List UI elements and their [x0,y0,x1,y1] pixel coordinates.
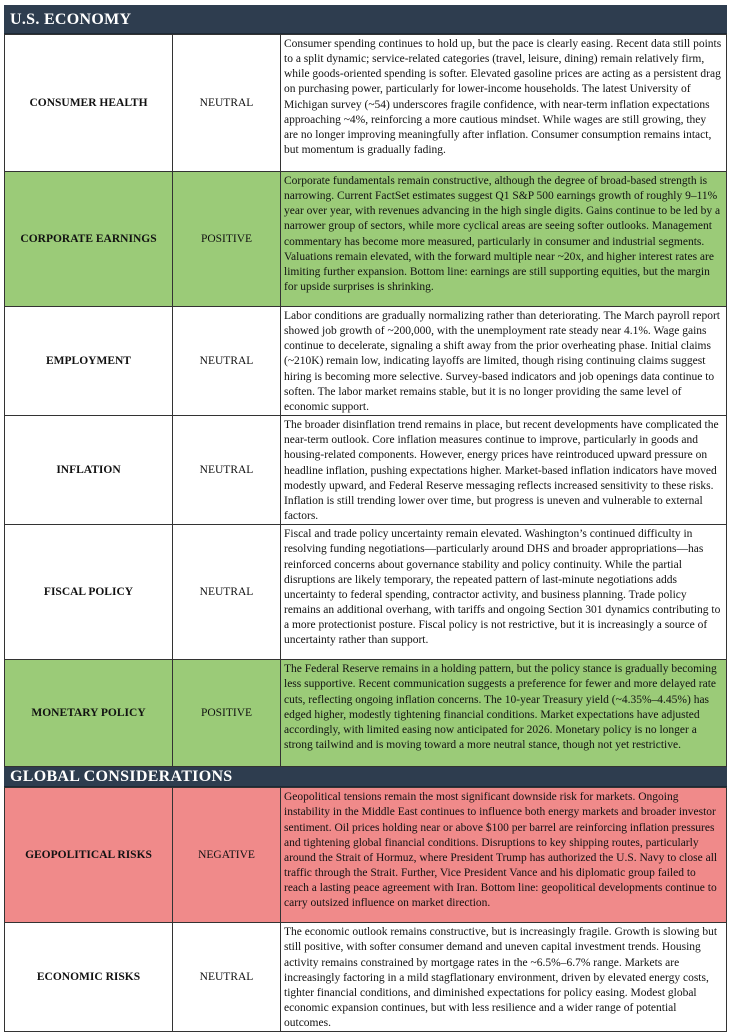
row-commentary: Consumer spending continues to hold up, but the pace is clearly easing. Recent data still points to a split dynamic; service-related categories (travel, leisure, dining) remain relatively firm, while goods-oriented spending is softer. Elevated gasoline prices are acting as a persistent drag on purchasing power, particularly for lower-income households. The latest University of Michigan survey (~54) underscores fragile confidence, with near-term inflation expectations approaching ~4%, reinforcing a more cautious mindset. While wages are still growing, they are no longer improving meaningfully after inflation. Consumer consumption remains intact, but momentum is gradually fading. [281,35,727,172]
row-category: FISCAL POLICY [5,525,173,660]
row-commentary: The Federal Reserve remains in a holding pattern, but the policy stance is gradually becoming less supportive. Recent communication suggests a preference for fewer and more delayed rate cuts, reflecting ongoing inflation concerns. The 10-year Treasury yield (~4.35%–4.45%) has edged higher, modestly tightening financial conditions. Market expectations have adjusted accordingly, with limited easing now anticipated for 2026. Monetary policy is no longer a strong tailwind and is moving toward a more neutral stance, though not yet restrictive. [281,660,727,767]
us-economy-table [4,34,727,767]
row-category: ECONOMIC RISKS [5,923,173,1032]
table-row [5,35,727,172]
table-row [5,660,727,767]
row-rating: NEUTRAL [173,923,281,1032]
row-commentary: Labor conditions are gradually normalizing rather than deteriorating. The March payroll report showed job growth of ~200,000, with the unemployment rate steady near 4.1%. Wage gains continue to decelerate, signaling a shift away from the prior overheating phase. Initial claims (~210K) remain low, indicating layoffs are limited, though rising continuing claims suggest hiring is becoming more selective. Survey-based indicators and job openings data continue to soften. The labor market remains stable, but it is no longer providing the same level of economic support. [281,307,727,416]
table-row [5,172,727,307]
table-row [5,923,727,1032]
row-category: CORPORATE EARNINGS [5,172,173,307]
table-row [5,307,727,416]
economic-outlook-sheet [4,5,727,1032]
row-commentary: Fiscal and trade policy uncertainty remain elevated. Washington’s continued difficulty in resolving funding negotiations—particularly around DHS and broader appropriations—has reinforced concerns about governance stability and policy continuity. While the partial disruptions are likely temporary, the repeated pattern of last-minute negotiations adds uncertainty to federal spending, contractor activity, and business planning. Trade policy remains an additional overhang, with tariffs and ongoing Section 301 dynamics contributing to a more protectionist posture. Fiscal policy is not restrictive, but it is increasingly a source of uncertainty rather than support. [281,525,727,660]
row-commentary: The economic outlook remains constructive, but is increasingly fragile. Growth is slowing but still positive, with softer consumer demand and uneven capital investment trends. Housing activity remains constrained by mortgage rates in the ~6.5%–6.7% range. Markets are increasingly factoring in a mild stagflationary environment, driven by elevated energy costs, tighter financial conditions, and diminished expectations for policy easing. Modest global economic expansion continues, but with less resilience and a wider range of potential outcomes. [281,923,727,1032]
row-category: INFLATION [5,416,173,525]
row-rating: NEUTRAL [173,525,281,660]
table-row [5,525,727,660]
row-rating: POSITIVE [173,660,281,767]
global-considerations-table [4,787,727,1032]
table-row [5,788,727,923]
row-category: GEOPOLITICAL RISKS [5,788,173,923]
row-rating: NEUTRAL [173,307,281,416]
row-commentary: The broader disinflation trend remains in place, but recent developments have complicated the near-term outlook. Core inflation measures continue to improve, particularly in goods and housing-related components. However, energy prices have reintroduced upward pressure on headline inflation, pushing expectations higher. Market-based inflation indicators have moved modestly upward, and Federal Reserve messaging reflects increased sensitivity to these risks. Inflation is still trending lower over time, but progress is uneven and vulnerable to external factors. [281,416,727,525]
row-commentary: Geopolitical tensions remain the most significant downside risk for markets. Ongoing instability in the Middle East continues to influence both energy markets and broader investor sentiment. Oil prices holding near or above $100 per barrel are reinforcing inflation pressures and tightening global financial conditions. Disruptions to key shipping routes, particularly around the Strait of Hormuz, where President Trump has authorized the U.S. Navy to close all traffic through the Strait. Further, Vice President Vance and his diplomatic group failed to reach a lasting peace agreement with Iran. Bottom line: geopolitical developments continue to carry outsized influence on market direction. [281,788,727,923]
row-category: CONSUMER HEALTH [5,35,173,172]
row-rating: NEUTRAL [173,35,281,172]
row-commentary: Corporate fundamentals remain constructive, although the degree of broad-based strength is narrowing. Current FactSet estimates suggest Q1 S&P 500 earnings growth of roughly 9–11% year over year, with revenues advancing in the high single digits. Gains continue to be led by a narrower group of sectors, while more cyclical areas are seeing softer outlooks. Management commentary has become more measured, particularly in consumer and industrial segments. Valuations remain elevated, with the forward multiple near ~20x, and higher interest rates are limiting further expansion. Bottom line: earnings are still supporting equities, but the margin for upside surprises is shrinking. [281,172,727,307]
section-header-global-considerations: GLOBAL CONSIDERATIONS [4,767,727,787]
table-row [5,416,727,525]
row-category: EMPLOYMENT [5,307,173,416]
section-header-us-economy: U.S. ECONOMY [4,5,727,34]
row-rating: POSITIVE [173,172,281,307]
row-rating: NEGATIVE [173,788,281,923]
row-rating: NEUTRAL [173,416,281,525]
row-category: MONETARY POLICY [5,660,173,767]
